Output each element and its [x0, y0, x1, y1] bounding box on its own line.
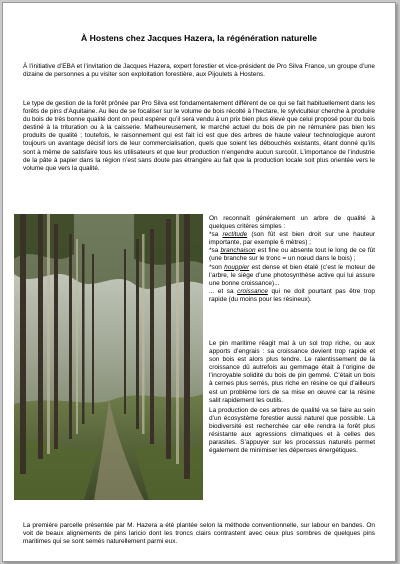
criteria-item	[209, 264, 375, 288]
criteria-text: qui ne doit pourtant pas être trop rapide (du moins pour les résineux).	[209, 287, 375, 303]
criteria-prefix: *sa	[209, 231, 223, 239]
criteria-text: (son fût est bien droit sur une hauteur importante, par exemple 6 mètres) ;	[209, 231, 376, 247]
criteria-item	[209, 288, 375, 304]
criteria-item	[209, 231, 375, 247]
criteria-intro: On reconnaît généralement un arbre de qualité à quelques critères simples :	[209, 215, 375, 231]
intro-paragraph: À l’initiative d’EBA et l’invitation de Jacques Hazera, expert forestier et vice-président de Pro Silva France, un groupe d’une dizaine de personnes a pu visiter son exploitation forestière, aux Pijoulets à Hostens.	[23, 63, 375, 79]
criteria-term: croissance	[237, 287, 268, 295]
pin-paragraph: Le pin maritime réagit mal à un sol trop riche, ou aux apports d’engrais : sa croissance devient trop rapide et son bois est alors plus tendre. Le ralentissement de la croissance dû autrefois au gemmage était à l’origine de l’incroyable solidité du bois de pin gemmé. C’était un bois à cernes plus serrés, plus riche en résine ce qui d’ailleurs est un problème lors de sa mise en œuvre car la résine salit rapidement les outils.	[209, 340, 375, 404]
criteria-term: houppier	[224, 263, 250, 271]
criteria-prefix: ... et sa	[209, 287, 238, 295]
criteria-term: branchaison	[220, 247, 256, 255]
criteria-block	[209, 215, 375, 304]
criteria-item	[209, 247, 375, 263]
parcel-paragraph: La première parcelle présentée par M. Hazera a été plantée selon la méthode conventionnelle, sur labour en bandes. On voit de beaux alignements de pins laricio dont les troncs clairs contrastent avec ceux plus sombres de quelques pins maritimes qui se sont semés naturellement parmi eux.	[23, 522, 375, 546]
criteria-prefix: *son	[209, 263, 225, 271]
forest-photo	[14, 214, 203, 500]
criteria-text: est dense et bien étalé (c’est le moteur de l’arbre, le siège d’une photosynthèse active qui lui assure une bonne croissance)...	[209, 263, 375, 287]
article-title: À Hostens chez Jacques Hazera, la régénération naturelle	[81, 33, 317, 43]
criteria-text: est fine ou absente tout le long de ce fût (une branche sur le tronc = un nœud dans le bois) ;	[209, 247, 375, 263]
management-paragraph: Le type de gestion de la forêt prônée par Pro Silva est fondamentalement différent de ce qui se fait habituellement dans les forêts de pins d’Aquitaine. Au lieu de se focaliser sur le volume de bois récolté à l’hectare, le sylviculteur cherche à produire du bois de très bonne qualité dont on peut espérer qu’il sera vendu à un prix bien plus élevé que celui proposé pour du bois destiné à la trituration ou à la caisserie. Malheureusement, le marché actuel du bois de pin ne rémunère pas bien les produits de qualité ; toutefois, le raisonnement qui est fait ici est que des arbres de haute valeur technologique auront toujours un avantage décisif lors de leur commercialisation, quels que soient les débouchés existants, étant donné qu’ils sont à même de satisfaire tous les utilisateurs et que leur production n’engendre aucun surcoût. L’importance de l’industrie de la pâte à papier dans la région n’est sans doute pas étrangère au fait que la production locale soit plus orientée vers le volume que vers la qualité.	[23, 100, 375, 172]
criteria-prefix: *sa	[209, 247, 221, 255]
criteria-term: rectitude	[222, 231, 248, 239]
document-page	[2, 2, 396, 562]
ecosystem-paragraph: La production de ces arbres de qualité va se faire au sein d’un écosystème forestier aussi naturel que possible. La biodiversité est recherchée car elle rendra la forêt plus résistante aux agressions climatiques et à celles des parasites. S’appuyer sur les processus naturels permet également de minimiser les dépenses énergétiques.	[209, 407, 375, 455]
